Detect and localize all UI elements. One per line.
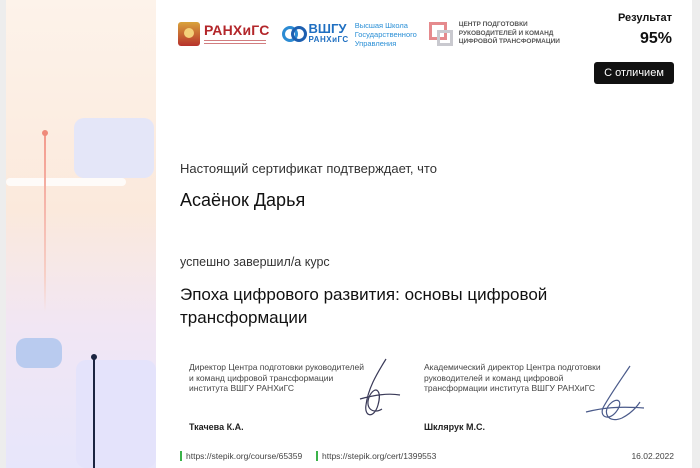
result-block <box>618 12 672 48</box>
decor-shape <box>6 178 126 186</box>
vshgu-rings-icon <box>282 23 304 45</box>
course-url: https://stepik.org/course/65359 <box>186 451 303 461</box>
left-signatory-name: Ткачева К.А. <box>189 422 244 432</box>
vshgu-logo <box>282 21 417 48</box>
issue-date: 16.02.2022 <box>631 451 674 461</box>
decor-shape <box>76 360 156 468</box>
center-squares-icon <box>429 22 453 46</box>
distinction-badge: С отличием <box>594 62 674 84</box>
center-logo <box>429 21 569 47</box>
vshgu-subtitle: РАНХиГС <box>308 35 349 44</box>
right-signatory-role: Академический директор Центра подготовки руководителей и команд цифровой трансформации института ВШГУ РАНХиГС <box>424 362 601 393</box>
completion-text: успешно завершил/а курс <box>180 255 330 269</box>
result-label: Результат <box>617 12 672 24</box>
left-signature-icon <box>346 355 406 425</box>
certificate-page <box>6 0 692 468</box>
link-bar-icon <box>180 451 182 461</box>
right-signature-icon <box>578 362 648 432</box>
decor-needle <box>93 358 95 468</box>
logos-row <box>178 14 581 54</box>
vshgu-description: Высшая Школа Государственного Управления <box>354 20 417 48</box>
vshgu-title: ВШГУ <box>308 21 347 36</box>
ranepa-logo <box>178 22 270 46</box>
cert-url: https://stepik.org/cert/1399553 <box>322 451 437 461</box>
decor-shape <box>16 338 62 368</box>
ranepa-fine-print <box>204 40 266 46</box>
left-signatory-role: Директор Центра подготовки руководителей и команд цифровой трансформации института ВШГУ РАНХиГС <box>189 362 365 393</box>
decor-dot <box>91 354 97 360</box>
center-description: ЦЕНТР ПОДГОТОВКИ РУКОВОДИТЕЛЕЙ И КОМАНД ЦИФРОВОЙ ТРАНСФОРМАЦИИ <box>458 21 560 46</box>
result-value: 95% <box>639 30 672 47</box>
right-signatory-name: Шклярук М.С. <box>424 422 486 432</box>
cert-link[interactable] <box>316 451 436 461</box>
decor-needle <box>44 132 46 312</box>
recipient-name: Асаёнок Дарья <box>180 190 306 210</box>
course-link[interactable] <box>180 451 302 461</box>
decor-dot <box>42 130 48 136</box>
ranepa-emblem-icon <box>178 22 200 46</box>
link-bar-icon <box>316 451 318 461</box>
decor-shape <box>74 118 154 178</box>
certificate-intro: Настоящий сертификат подтверждает, что <box>180 161 437 176</box>
decorative-stripe <box>6 0 156 468</box>
course-title: Эпоха цифрового развития: основы цифровой трансформации <box>180 285 548 327</box>
ranepa-title: РАНХиГС <box>204 21 270 38</box>
